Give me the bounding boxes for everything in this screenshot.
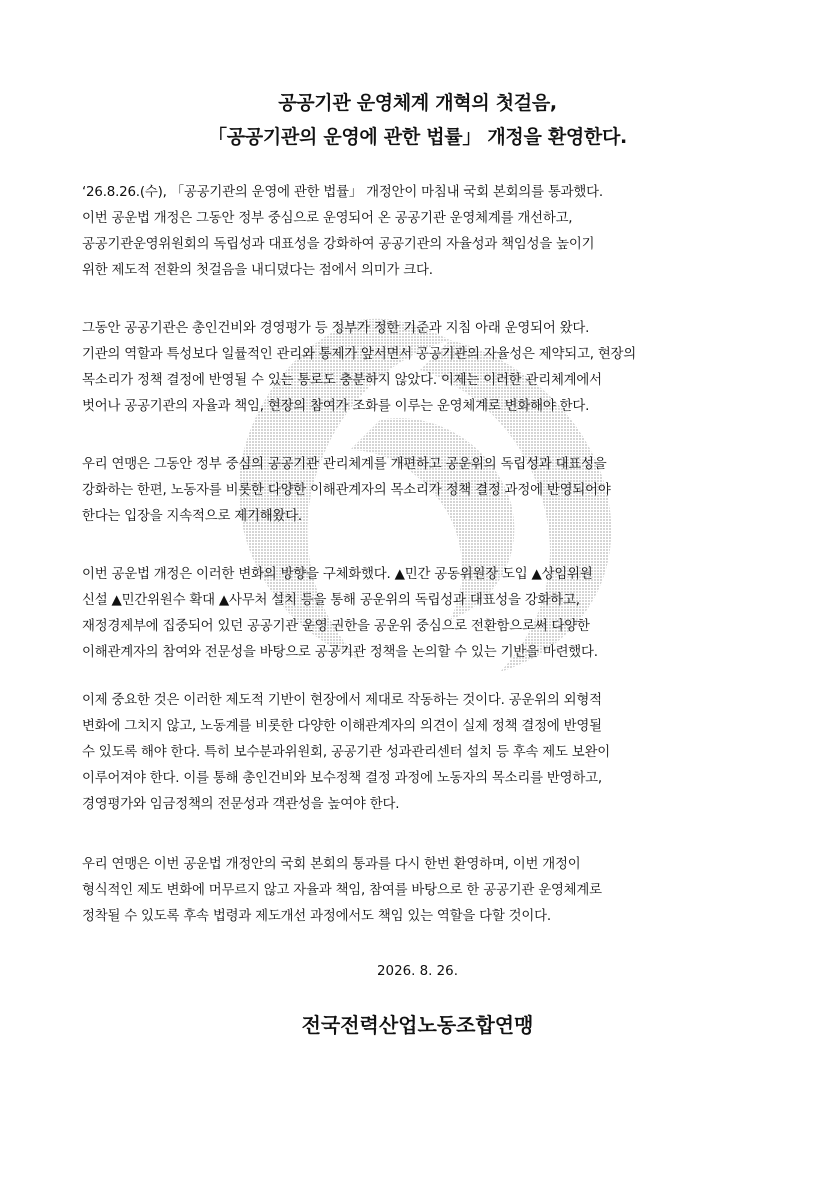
paragraph-line: 이해관계자의 참여와 전문성을 바탕으로 공공기관 정책을 논의할 수 있는 기반을 마련했다. (82, 645, 598, 660)
paragraph-line: 위한 제도적 전환의 첫걸음을 내디뎠다는 점에서 의미가 크다. (82, 263, 433, 278)
document-date: 2026. 8. 26. (377, 964, 458, 979)
paragraph-line: 수 있도록 해야 한다. 특히 보수분과위원회, 공공기관 성과관리센터 설치 등 후속 제도 보완이 (82, 745, 610, 760)
organization-signature: 전국전력산업노동조합연맹 (301, 1013, 534, 1037)
paragraph-line: 그동안 공공기관은 총인건비와 경영평가 등 정부가 정한 기준과 지침 아래 운영되어 왔다. (82, 321, 590, 336)
paragraph-line: 이번 공운법 개정은 그동안 정부 중심으로 운영되어 온 공공기관 운영체계를 개선하고, (82, 211, 573, 226)
paragraph-line: 공공기관운영위원회의 독립성과 대표성을 강화하여 공공기관의 자율성과 책임성을 높이기 (82, 237, 595, 252)
paragraph-line: ‘26.8.26.(수), 「공공기관의 운영에 관한 법률」 개정안이 마침내 국회 본회의를 통과했다. (82, 185, 603, 200)
paragraph-5 (82, 688, 762, 818)
paragraph-line: 이번 공운법 개정은 이러한 변화의 방향을 구체화했다. ▲민간 공동위원장 도입 ▲상임위원 (82, 567, 593, 582)
paragraph-line: 기관의 역할과 특성보다 일률적인 관리와 통제가 앞서면서 공공기관의 자율성은 제약되고, 현장의 (82, 347, 637, 362)
title-line-1: 공공기관 운영체계 개혁의 첫걸음, (278, 92, 557, 114)
paragraph-line: 벗어나 공공기관의 자율과 책임, 현장의 참여가 조화를 이루는 운영체계로 변화해야 한다. (82, 399, 590, 414)
paragraph-line: 재정경제부에 집중되어 있던 공공기관 운영 권한을 공운위 중심으로 전환함으로써 다양한 (82, 619, 590, 634)
paragraph-line: 우리 연맹은 그동안 정부 중심의 공공기관 관리체계를 개편하고 공운위의 독립성과 대표성을 (82, 457, 607, 472)
paragraph-line: 신설 ▲민간위원수 확대 ▲사무처 설치 등을 통해 공운위의 독립성과 대표성을 강화하고, (82, 593, 580, 608)
paragraph-6 (82, 852, 762, 930)
paragraph-line: 목소리가 정책 결정에 반영될 수 있는 통로도 충분하지 않았다. 이제는 이러한 관리체계에서 (82, 373, 602, 388)
paragraph-line: 변화에 그치지 않고, 노동계를 비롯한 다양한 이해관계자의 의견이 실제 정책 결정에 반영될 (82, 719, 602, 734)
paragraph-line: 경영평가와 임금정책의 전문성과 객관성을 높여야 한다. (82, 797, 400, 812)
paragraph-line: 우리 연맹은 이번 공운법 개정안의 국회 본회의 통과를 다시 한번 환영하며, 이번 개정이 (82, 857, 581, 872)
paragraph-line: 이제 중요한 것은 이러한 제도적 기반이 현장에서 제대로 작동하는 것이다. 공운위의 외형적 (82, 693, 602, 708)
paragraph-4 (82, 562, 762, 666)
paragraph-line: 강화하는 한편, 노동자를 비롯한 다양한 이해관계자의 목소리가 정책 결정 과정에 반영되어야 (82, 483, 611, 498)
paragraph-1 (82, 180, 762, 284)
document-title (0, 86, 835, 154)
paragraph-2 (82, 316, 762, 420)
paragraph-line: 한다는 입장을 지속적으로 제기해왔다. (82, 509, 302, 524)
paragraph-line: 이루어져야 한다. 이를 통해 총인건비와 보수정책 결정 과정에 노동자의 목소리를 반영하고, (82, 771, 602, 786)
paragraph-line: 형식적인 제도 변화에 머무르지 않고 자율과 책임, 참여를 바탕으로 한 공공기관 운영체계로 (82, 883, 602, 898)
title-line-2: 「공공기관의 운영에 관한 법률」 개정을 환영한다. (208, 126, 627, 148)
paragraph-3 (82, 452, 762, 530)
paragraph-line: 정착될 수 있도록 후속 법령과 제도개선 과정에서도 책임 있는 역할을 다할 것이다. (82, 909, 551, 924)
